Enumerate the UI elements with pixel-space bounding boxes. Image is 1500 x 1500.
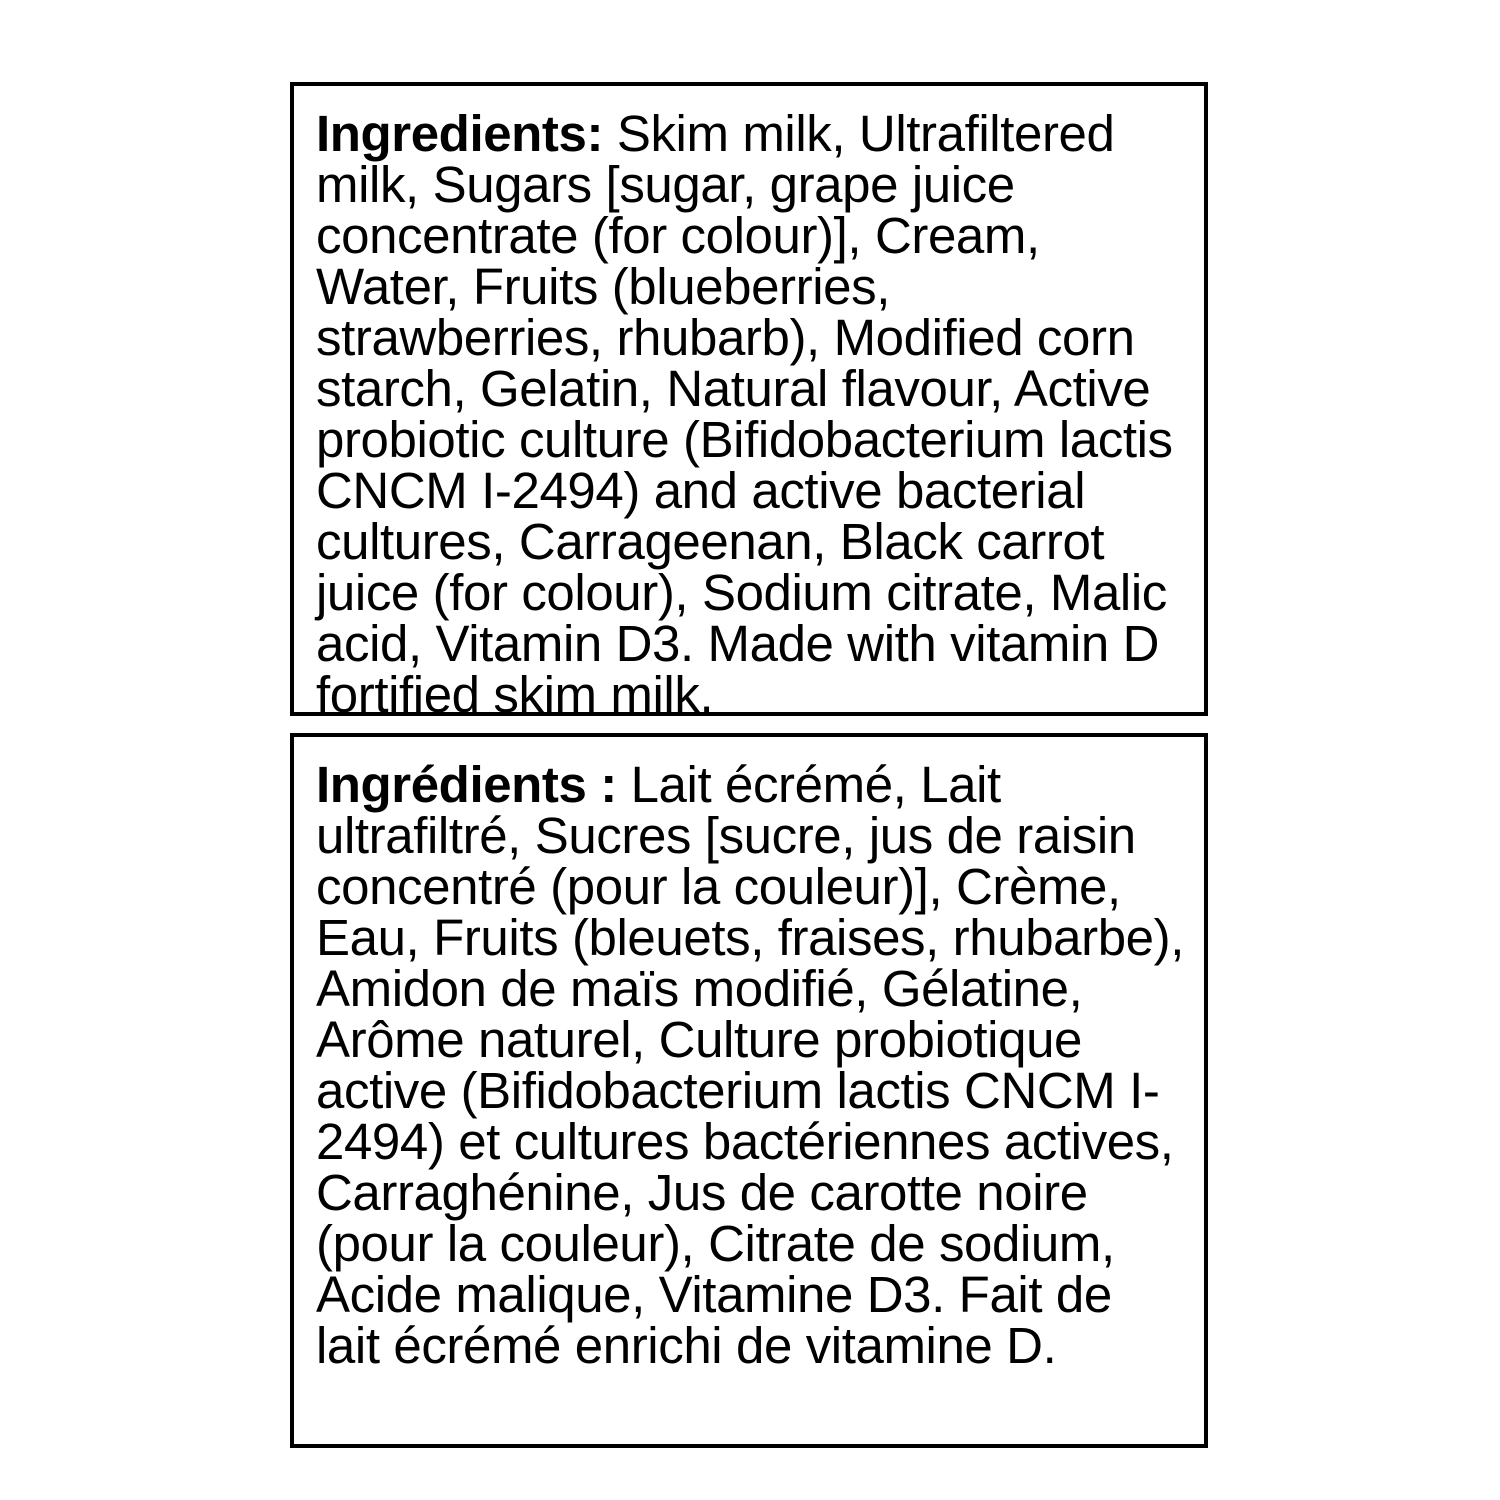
ingredients-text-english — [316, 105, 1186, 723]
ingredients-panel-english — [290, 82, 1208, 723]
ingredients-body-english: Skim milk, Ultrafiltered milk, Sugars [sugar, grape juice concentrate (for colour)], Cream, Water, Fruits (blueberries, strawberries, rhubarb), Modified corn starch, Gelatin, Natural flavour, Active probiotic culture (Bifidobacterium lactis CNCM I-2494) and active bacterial cultures, Carrageenan, Black carrot juice (for colour), Sodium citrate, Malic acid, Vitamin D3. Made with vitamin D fortified skim milk. — [316, 105, 1173, 723]
ingredients-heading-french: Ingrédients : — [316, 756, 617, 813]
ingredients-text-french — [316, 756, 1186, 1374]
ingredients-heading-english: Ingredients: — [316, 105, 604, 162]
ingredients-body-french: Lait écrémé, Lait ultrafiltré, Sucres [sucre, jus de raisin concentré (pour la couleur)], Crème, Eau, Fruits (bleuets, fraises, rhubarbe), Amidon de maïs modifié, Gélatine, Arôme naturel, Culture probiotique active (Bifidobacterium lactis CNCM I-2494) et cultures bactériennes actives, Carraghénine, Jus de carotte noire (pour la couleur), Citrate de sodium, Acide malique, Vitamine D3. Fait de lait écrémé enrichi de vitamine D. — [316, 756, 1184, 1374]
ingredients-panel-french — [290, 733, 1208, 1448]
